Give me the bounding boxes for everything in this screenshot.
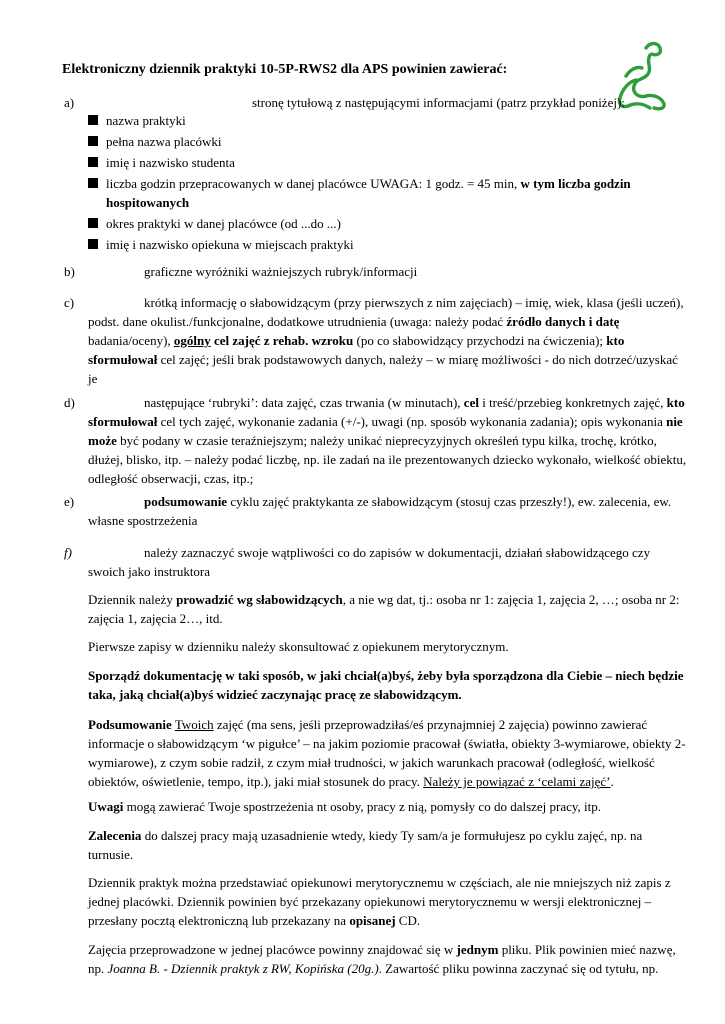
square-bullet-icon bbox=[88, 157, 98, 167]
paragraph-uwagi: Uwagi mogą zawierać Twoje spostrzeżenia nt osoby, pracy z nią, pomysły co do dalszej pracy, itp. bbox=[88, 799, 602, 814]
page-title: Elektroniczny dziennik praktyki 10-5P-RWS2 dla APS powinien zawierać: bbox=[62, 62, 508, 77]
item-e-paragraph: podsumowanie cyklu zajęć praktykanta ze słabowidzącym (stosuj czas przeszły!), ew. zalecenia, ew. własne spostrzeżenia bbox=[88, 494, 672, 528]
item-f-label: f) bbox=[64, 545, 72, 560]
paragraph-zalecenia: Zalecenia do dalszej pracy mają uzasadnienie wtedy, kiedy Ty sam/a je formułujesz po cyklu zajęć, np. na turnusie. bbox=[88, 828, 643, 862]
square-bullet-icon bbox=[88, 136, 98, 146]
square-bullet-icon bbox=[88, 218, 98, 228]
item-a-intro: stronę tytułową z następującymi informacjami (patrz przykład poniżej): bbox=[252, 95, 625, 110]
list-item: okres praktyki w danej placówce (od ...do ...) bbox=[88, 214, 688, 233]
item-c-label: c) bbox=[64, 295, 75, 310]
square-bullet-icon bbox=[88, 115, 98, 125]
paragraph-podsumowanie: Podsumowanie Twoich zajęć (ma sens, jeśli przeprowadziłaś/eś przynajmniej 2 zajęcia) powinno zawierać informacje o słabowidzącym ‘w pigułce’ – na jakim poziomie pracował (światła, obiekty 3-wymiarowe, obiekty 2-wymiarowe), z czym sobie radził, z czym miał trudności, w jakich warunkach pracował (odległość, wielkość obiektów, oświetlenie, tempo, itp.), jaki miał stosunek do pracy. Należy je powiązać z ‘celami zajęć’. bbox=[88, 717, 686, 789]
paragraph-dziennik: Dziennik należy prowadzić wg słabowidzących, a nie wg dat, tj.: osoba nr 1: zajęcia 1, zajęcia 2, …; osoba nr 2: zajęcia 1, zajęcia 2…, itd. bbox=[88, 592, 680, 626]
paragraph-czesci: Dziennik praktyk można przedstawiać opiekunowi merytorycznemu w częściach, ale nie mniejszych niż zapis z jednej placówki. Dziennik powinien być przekazany opiekunowi merytorycznemu w wersji elektronicznej – przesłany pocztą elektroniczną lub przekazany na opisanej CD. bbox=[88, 875, 671, 928]
bold-text: w tym liczba godzin hospitowanych bbox=[106, 176, 631, 210]
paragraph-plik: Zajęcia przeprowadzone w jednej placówce powinny znajdować się w jednym pliku. Plik powinien mieć nazwę, np. Joanna B. - Dziennik praktyk z RW, Kopińska (20g.). Zawartość pliku powinna zaczynać się od tytułu, np. bbox=[88, 942, 676, 976]
item-a-label: a) bbox=[64, 95, 75, 110]
title-page-checklist bbox=[88, 111, 688, 256]
item-b-text: graficzne wyróżniki ważniejszych rubryk/informacji bbox=[144, 264, 418, 279]
list-item: nazwa praktyki bbox=[88, 111, 688, 130]
item-d-label: d) bbox=[64, 395, 75, 410]
item-e-label: e) bbox=[64, 494, 75, 509]
square-bullet-icon bbox=[88, 239, 98, 249]
item-b-label: b) bbox=[64, 264, 75, 279]
item-d-paragraph: następujące ‘rubryki’: data zajęć, czas trwania (w minutach), cel i treść/przebieg konkretnych zajęć, kto sformułował cel tych zajęć, wykonanie zadania (+/-), uwagi (np. sposób wykonania zadania); opis wykonania nie może być podany w czasie teraźniejszym; należy unikać nieprecyzyjnych określeń typu kilka, trochę, krótko, dłużej, blisko, itp. – należy podać liczbę, np. ile zadań na ile prezentowanych dziecko wykonało, wielkość obiektu, odległość obserwacji, czas, itp.; bbox=[88, 395, 687, 486]
list-item: pełna nazwa placówki bbox=[88, 132, 688, 151]
list-item: imię i nazwisko studenta bbox=[88, 153, 688, 172]
list-item: liczba godzin przepracowanych w danej placówce UWAGA: 1 godz. = 45 min, w tym liczba godzin hospitowanych bbox=[88, 174, 688, 212]
paragraph-pierwsze: Pierwsze zapisy w dzienniku należy skonsultować z opiekunem merytorycznym. bbox=[88, 639, 509, 654]
item-f-paragraph: należy zaznaczyć swoje wątpliwości co do zapisów w dokumentacji, działań słabowidzącego czy swoich jako instruktora bbox=[88, 545, 651, 579]
square-bullet-icon bbox=[88, 178, 98, 188]
paragraph-sporzadz: Sporządź dokumentację w taki sposób, w jaki chciał(a)byś, żeby była sporządzona dla Ciebie – niech będzie taka, jaką chciał(a)byś widzieć zaczynając pracę ze słabowidzącym. bbox=[88, 668, 684, 702]
item-c-paragraph: krótką informację o słabowidzącym (przy pierwszych z nim zajęciach) – imię, wiek, klasa (jeśli uczeń), podst. dane okulist./funkcjonalne, dodatkowe utrudnienia (uwaga: należy podać źródło danych i datę badania/oceny), ogólny cel zajęć z rehab. wzroku (po co słabowidzący przychodzi na ćwiczenia); kto sformułował cel zajęć; jeśli brak podstawowych danych, należy – w miarę możliwości - do nich dotrzeć/uzyskać je bbox=[88, 295, 684, 386]
list-item: imię i nazwisko opiekuna w miejscach praktyki bbox=[88, 235, 688, 254]
